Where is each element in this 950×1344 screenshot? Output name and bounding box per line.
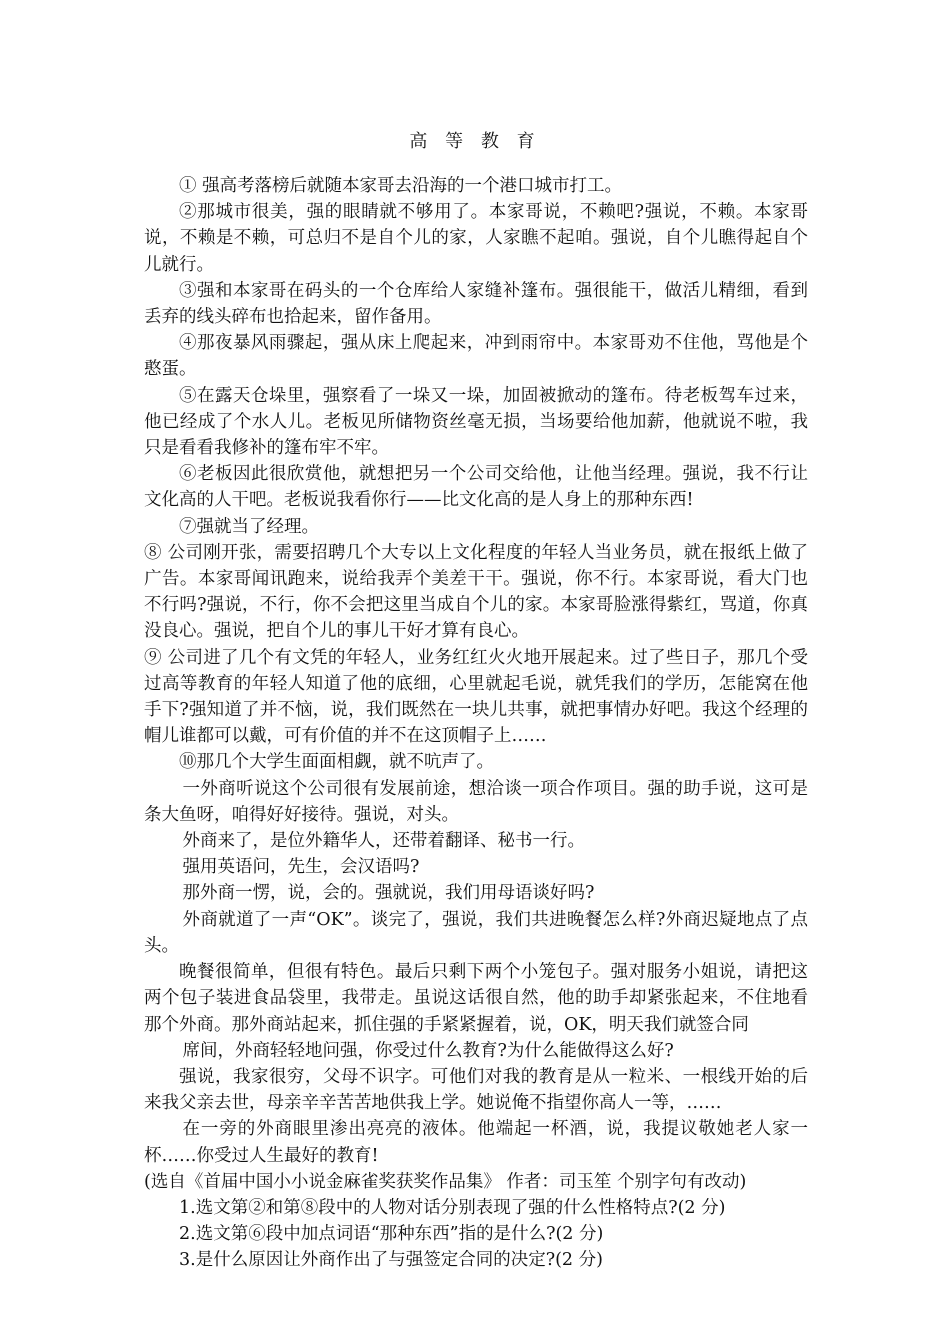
paragraph-2: ②那城市很美，强的眼睛就不够用了。本家哥说，不赖吧?强说，不赖。本家哥说，不赖是不赖，可总归不是自个儿的家，人家瞧不起咱。强说，自个儿瞧得起自个儿就行。: [144, 202, 808, 275]
paragraph-1: ① 强高考落榜后就随本家哥去沿海的一个港口城市打工。: [179, 176, 623, 196]
paragraph-11: 一外商听说这个公司很有发展前途，想洽谈一项合作项目。强的助手说，这可是条大鱼呀，咱得好好接待。强说，对头。: [144, 778, 808, 825]
paragraph-10: ⑩那几个大学生面面相觑，就不吭声了。: [179, 752, 494, 773]
question-2: 2.选文第⑥段中加点词语“那种东西”指的是什么?(2 分): [179, 1224, 604, 1245]
document-body: [144, 173, 808, 1274]
paragraph-17: 席间，外商轻轻地问强，你受过什么教育?为什么能做得这么好?: [182, 1040, 674, 1061]
paragraph-5: ⑤在露天仓垛里，强察看了一垛又一垛，加固被掀动的篷布。待老板驾车过来，他已经成了个水人儿。老板见所储物资丝毫无损，当场要给他加薪，他就说不啦，我只是看看我修补的篷布牢不牢。: [144, 385, 808, 459]
paragraph-13: 强用英语问，先生，会汉语吗?: [182, 857, 420, 878]
question-3: 3.是什么原因让外商作出了与强签定合同的决定?(2 分): [179, 1250, 603, 1271]
paragraph-19: 在一旁的外商眼里渗出亮亮的液体。他端起一杯酒，说，我提议敬她老人家一杯……你受过人生最好的教育!: [144, 1119, 808, 1166]
paragraph-9: ⑨ 公司进了几个有文凭的年轻人，业务红红火火地开展起来。过了些日子，那几个受过高等教育的年轻人知道了他的底细，心里就起毛说，就凭我们的学历，怎能窝在他手下?强知道了并不恼，说，我们既然在一块儿共事，就把事情办好吧。我这个经理的帽儿谁都可以戴，可有价值的并不在这顶帽子上……: [144, 647, 808, 747]
paragraph-6: ⑥老板因此很欣赏他，就想把另一个公司交给他，让他当经理。强说，我不行让文化高的人干吧。老板说我看你行——比文化高的是人身上的那种东西!: [144, 464, 808, 511]
source-citation: (选自《首届中国小小说金麻雀奖获奖作品集》 作者：司玉笙 个别字句有改动): [144, 1171, 747, 1192]
paragraph-12: 外商来了，是位外籍华人，还带着翻译、秘书一行。: [182, 831, 585, 852]
paragraph-8: ⑧ 公司刚开张，需要招聘几个大专以上文化程度的年轻人当业务员，就在报纸上做了广告。本家哥闻讯跑来，说给我弄个美差干干。强说，你不行。本家哥说，看大门也不行吗?强说，不行，你不会把这里当成自个儿的家。本家哥脸涨得紫红，骂道，你真没良心。强说，把自个儿的事儿干好才算有良心。: [144, 542, 808, 642]
paragraph-14: 那外商一愣，说，会的。强就说，我们用母语谈好吗?: [182, 883, 595, 904]
paragraph-16: 晚餐很简单，但很有特色。最后只剩下两个小笼包子。强对服务小姐说，请把这两个包子装进食品袋里，我带走。虽说这话很自然，他的助手却紧张起来，不住地看那个外商。那外商站起来，抓住强的手紧紧握着，说，OK，明天我们就签合同: [144, 962, 808, 1035]
paragraph-18: 强说，我家很穷，父母不识字。可他们对我的教育是从一粒米、一根线开始的后来我父亲去世，母亲辛辛苦苦地供我上学。她说俺不指望你高人一等，……: [144, 1066, 808, 1114]
paragraph-15: 外商就道了一声“OK”。谈完了，强说，我们共进晚餐怎么样?外商迟疑地点了点头。: [144, 909, 808, 956]
paragraph-3: ③强和本家哥在码头的一个仓库给人家缝补篷布。强很能干，做活儿精细，看到丢弃的线头碎布也拾起来，留作备用。: [144, 280, 808, 328]
document-title: 高 等 教 育: [409, 131, 541, 152]
paragraph-4: ④那夜暴风雨骤起，强从床上爬起来，冲到雨帘中。本家哥劝不住他，骂他是个憨蛋。: [144, 333, 808, 380]
paragraph-7: ⑦强就当了经理。: [179, 516, 319, 537]
question-1: 1.选文第②和第⑧段中的人物对话分别表现了强的什么性格特点?(2 分): [179, 1197, 726, 1218]
